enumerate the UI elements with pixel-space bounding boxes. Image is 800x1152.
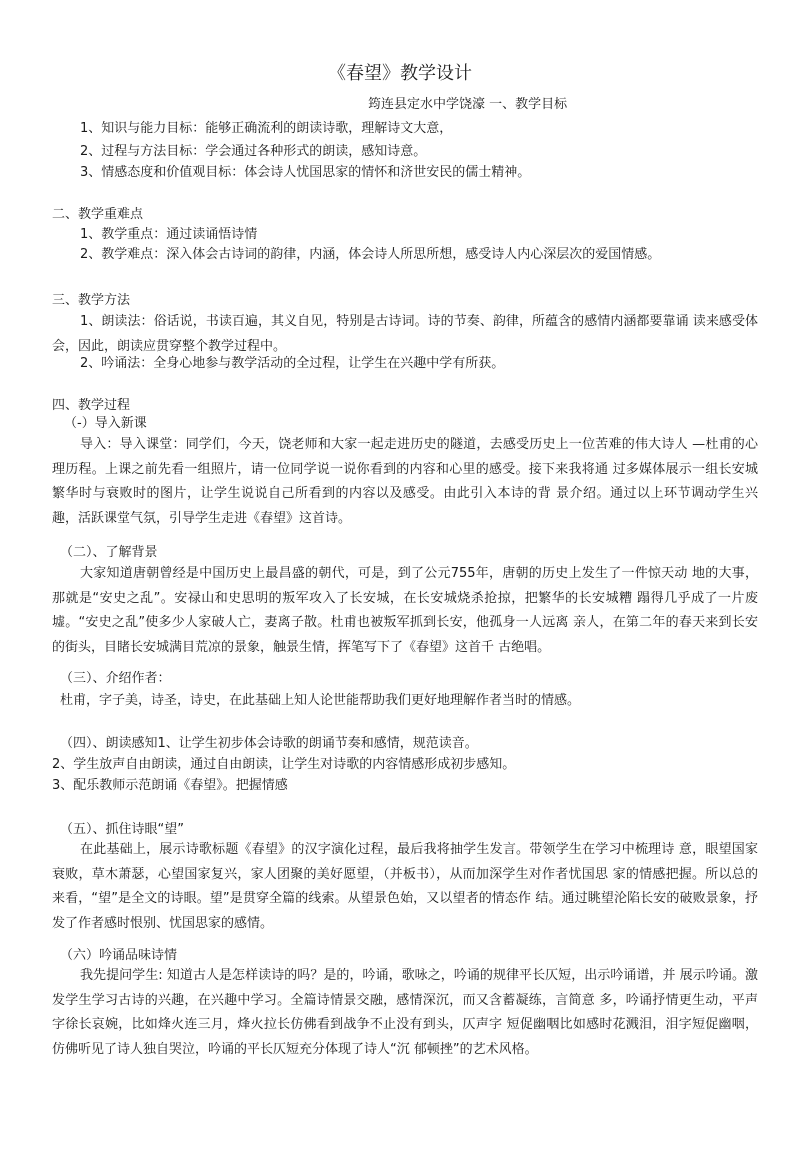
subheading-chanting: （六）吟诵品味诗情 [60, 948, 178, 963]
goal-item-1: 1、知识与能力目标：能够正确流利的朗读诗歌，理解诗文大意， [80, 121, 453, 136]
chanting-paragraph: 我先提问学生: 知道古人是怎样读诗的吗？是的，吟诵，歌咏之，吟诵的规律平长仄短，出示吟诵谱，并 展示吟诵。激发学生学习古诗的兴趣，在兴趣中学习。全篇诗情景交融，感情深沉，而又含蓄凝练，言简意 多，吟诵抒情更生动，平声字徐长哀婉，比如烽火连三月，烽火拉长仿佛看到战争不止没有到头，仄声字 短促幽咽比如感时花溅泪，泪字短促幽咽，仿佛听见了诗人独自哭泣，吟诵的平长仄短充分体现了诗人“沉 郁顿挫”的艺术风格。 [52, 968, 758, 1057]
section-heading-difficulties: 二、教学重难点 [52, 207, 144, 222]
difficult-point-item: 2、教学难点：深入体会古诗词的韵律，内涵，体会诗人所思所想，感受诗人内心深层次的爱国情感。 [80, 247, 661, 262]
poem-eye-paragraph: 在此基础上，展示诗歌标题《春望》的汉字演化过程，最后我将抽学生发言。带领学生在学习中梳理诗 意，眼望国家衰败，草木萧瑟，心望国家复兴，家人团聚的美好愿望，（并板书），从而加深学生对作者忧国思 家的情感把握。所以总的来看，“望”是全文的诗眼。望”是贯穿全篇的线索。从望景色始，又以望者的情态作 结。通过眺望沦陷长安的破败景象，抒发了作者感时恨别、忧国思家的感情。 [52, 842, 758, 931]
reading-step-3: 3、配乐教师示范朗诵《春望》。把握情感 [52, 778, 288, 793]
introduction-paragraph: 导入：导入课堂：同学们，今天，饶老师和大家一起走进历史的隧道，去感受历史上一位苦难的伟大诗人 —杜甫的心理历程。上课之前先看一组照片，请一位同学说一说你看到的内容和心里的感受。接下来我将通 过多媒体展示一组长安城繁华时与衰败时的图片，让学生说说自己所看到的内容以及感受。由此引入本诗的背 景介绍。通过以上环节调动学生兴趣，活跃课堂气氛，引导学生走进《春望》这首诗。 [52, 437, 758, 526]
author-line: 筠连县定水中学饶濠 一、教学目标 [368, 97, 568, 112]
goal-item-3: 3、情感态度和价值观目标：体会诗人忧国思家的情怀和济世安民的儒士精神。 [80, 165, 531, 180]
document-title: 《春望》教学设计 [328, 63, 472, 84]
subheading-background: （二）、了解背景 [60, 545, 158, 560]
key-point-item: 1、教学重点：通过读诵悟诗情 [80, 227, 258, 242]
reading-step-2: 2、学生放声自由朗读，通过自由朗读，让学生对诗歌的内容情感形成初步感知。 [52, 757, 516, 772]
background-paragraph: 大家知道唐朝曾经是中国历史上最昌盛的朝代，可是，到了公元755年，唐朝的历史上发生了一件惊天动 地的大事，那就是“安史之乱”。安禄山和史思明的叛军攻入了长安城，在长安城烧杀抢掠，把繁华的长安城糟 蹋得几乎成了一片废墟。“安史之乱”使多少人家破人亡，妻离子散。杜甫也被叛军抓到长安，他孤身一人远离 亲人，在第二年的春天来到长安的街头，目睹长安城满目荒凉的景象，触景生情，挥笔写下了《春望》这首千 古绝唱。 [52, 566, 758, 655]
goal-item-2: 2、过程与方法目标：学会通过各种形式的朗读，感知诗意。 [80, 144, 427, 159]
section-heading-process: 四、教学过程 [52, 398, 131, 413]
subheading-poem-eye: （五）、抓住诗眼“望” [60, 822, 184, 837]
author-intro-text: 杜甫，字子美，诗圣，诗史，在此基础上知人论世能帮助我们更好地理解作者当时的情感。 [60, 693, 581, 708]
subheading-introduction: （-）导入新课 [64, 416, 147, 431]
method-chanting-item: 2、吟诵法：全身心地参与教学活动的全过程，让学生在兴趣中学有所获。 [80, 356, 505, 371]
subheading-author: （三）、介绍作者： [60, 671, 171, 686]
method-reading-paragraph: 1、朗读法：俗话说，书读百遍，其义自见，特别是古诗词。诗的节奏、韵律，所蕴含的感情内涵都要靠诵 读来感受体会，因此，朗读应贯穿整个教学过程中。 [52, 314, 758, 354]
section-heading-methods: 三、教学方法 [52, 293, 131, 308]
subheading-reading-perception: （四）、朗读感知1、让学生初步体会诗歌的朗诵节奏和感情，规范读音。 [60, 736, 478, 751]
